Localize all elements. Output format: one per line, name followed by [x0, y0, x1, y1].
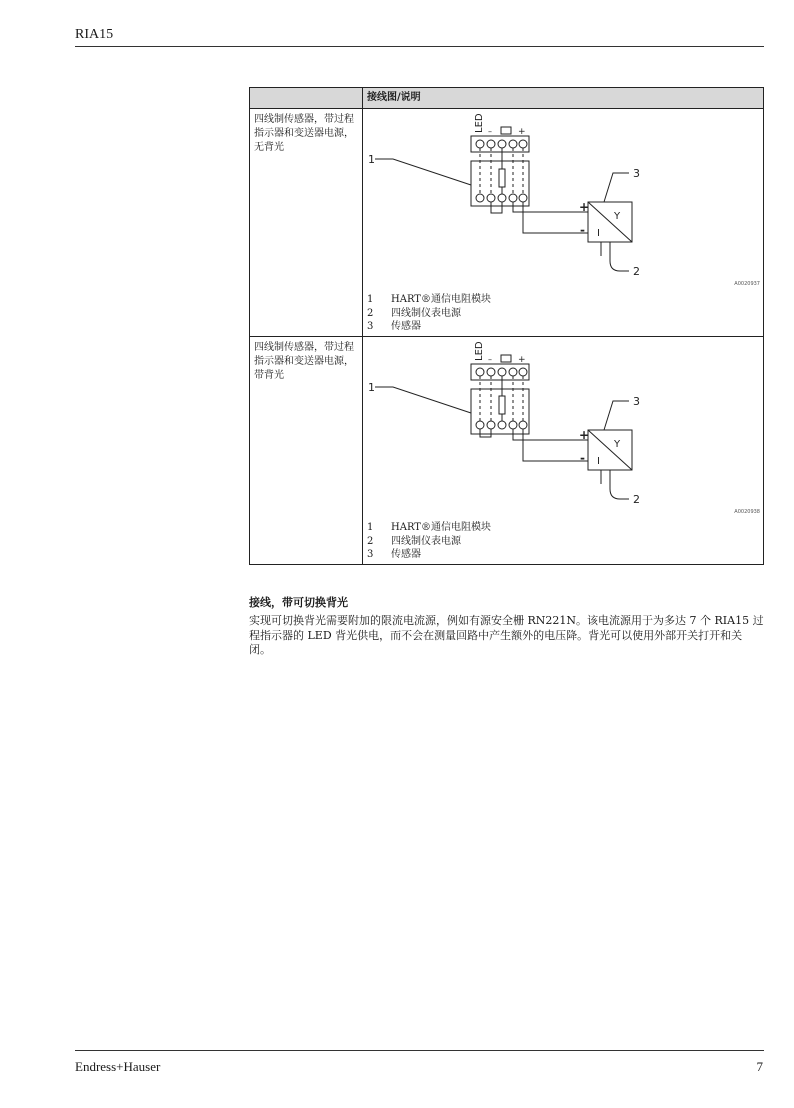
row-description: 四线制传感器，带过程指示器和变送器电源，无背光 [254, 114, 354, 153]
legend-item: 3 传感器 [367, 321, 421, 332]
sensor-y: Y [614, 211, 621, 222]
led-label: LED [474, 341, 485, 361]
legend [367, 521, 491, 562]
callout-1: 1 [368, 381, 375, 394]
section-title: 接线，带可切换背光 [249, 596, 348, 609]
sensor-i: I [597, 228, 600, 239]
table-header-row [250, 88, 764, 109]
plus-sign: + [579, 428, 590, 442]
row-description-cell [250, 109, 363, 337]
sensor-i: I [597, 456, 600, 467]
sensor-y: Y [614, 439, 621, 450]
table-header-col1 [250, 88, 363, 109]
row-diagram-cell [363, 337, 764, 565]
legend [367, 293, 491, 334]
legend-item: 1 HART®通信电阻模块 [367, 294, 491, 305]
callout-2: 2 [633, 493, 640, 506]
legend-item: 2 四线制仪表电源 [367, 535, 461, 547]
footer-rule [75, 1050, 764, 1051]
page-number: 7 [756, 1059, 763, 1074]
plus-sign: + [579, 200, 590, 214]
header-rule [75, 46, 764, 47]
footer-brand: Endress+Hauser [75, 1059, 161, 1074]
legend-item: 1 HART®通信电阻模块 [367, 522, 491, 533]
minus-label: – [488, 355, 492, 364]
plus-label: + [518, 127, 526, 137]
diagram-code: A0020938 [734, 509, 760, 515]
wiring-diagram [363, 109, 763, 293]
led-label: LED [474, 113, 485, 133]
wiring-diagram [363, 337, 763, 521]
minus-sign: - [580, 223, 585, 237]
section-body: 实现可切换背光需要附加的限流电流源，例如有源安全栅 RN221N。该电流源用于为多达 7 个 RIA15 过程指示器的 LED 背光供电，而不会在测量回路中产生额外的电压降。背光可以使用外部开关打开和关闭。 [249, 614, 764, 656]
minus-label: – [488, 127, 492, 136]
table-row [250, 337, 764, 565]
callout-2: 2 [633, 265, 640, 278]
header-title: RIA15 [75, 27, 114, 42]
table-header-col2: 接线图/说明 [363, 88, 764, 109]
callout-3: 3 [633, 167, 640, 180]
wiring-table [249, 87, 764, 565]
row-description: 四线制传感器，带过程指示器和变送器电源，带背光 [254, 342, 354, 381]
table-row [250, 109, 764, 337]
diagram-code: A0020937 [734, 281, 760, 287]
row-diagram-cell [363, 109, 764, 337]
row-description-cell [250, 337, 363, 565]
callout-3: 3 [633, 395, 640, 408]
minus-sign: - [580, 451, 585, 465]
plus-label: + [518, 355, 526, 365]
legend-item: 3 传感器 [367, 549, 421, 560]
callout-1: 1 [368, 153, 375, 166]
legend-item: 2 四线制仪表电源 [367, 307, 461, 319]
